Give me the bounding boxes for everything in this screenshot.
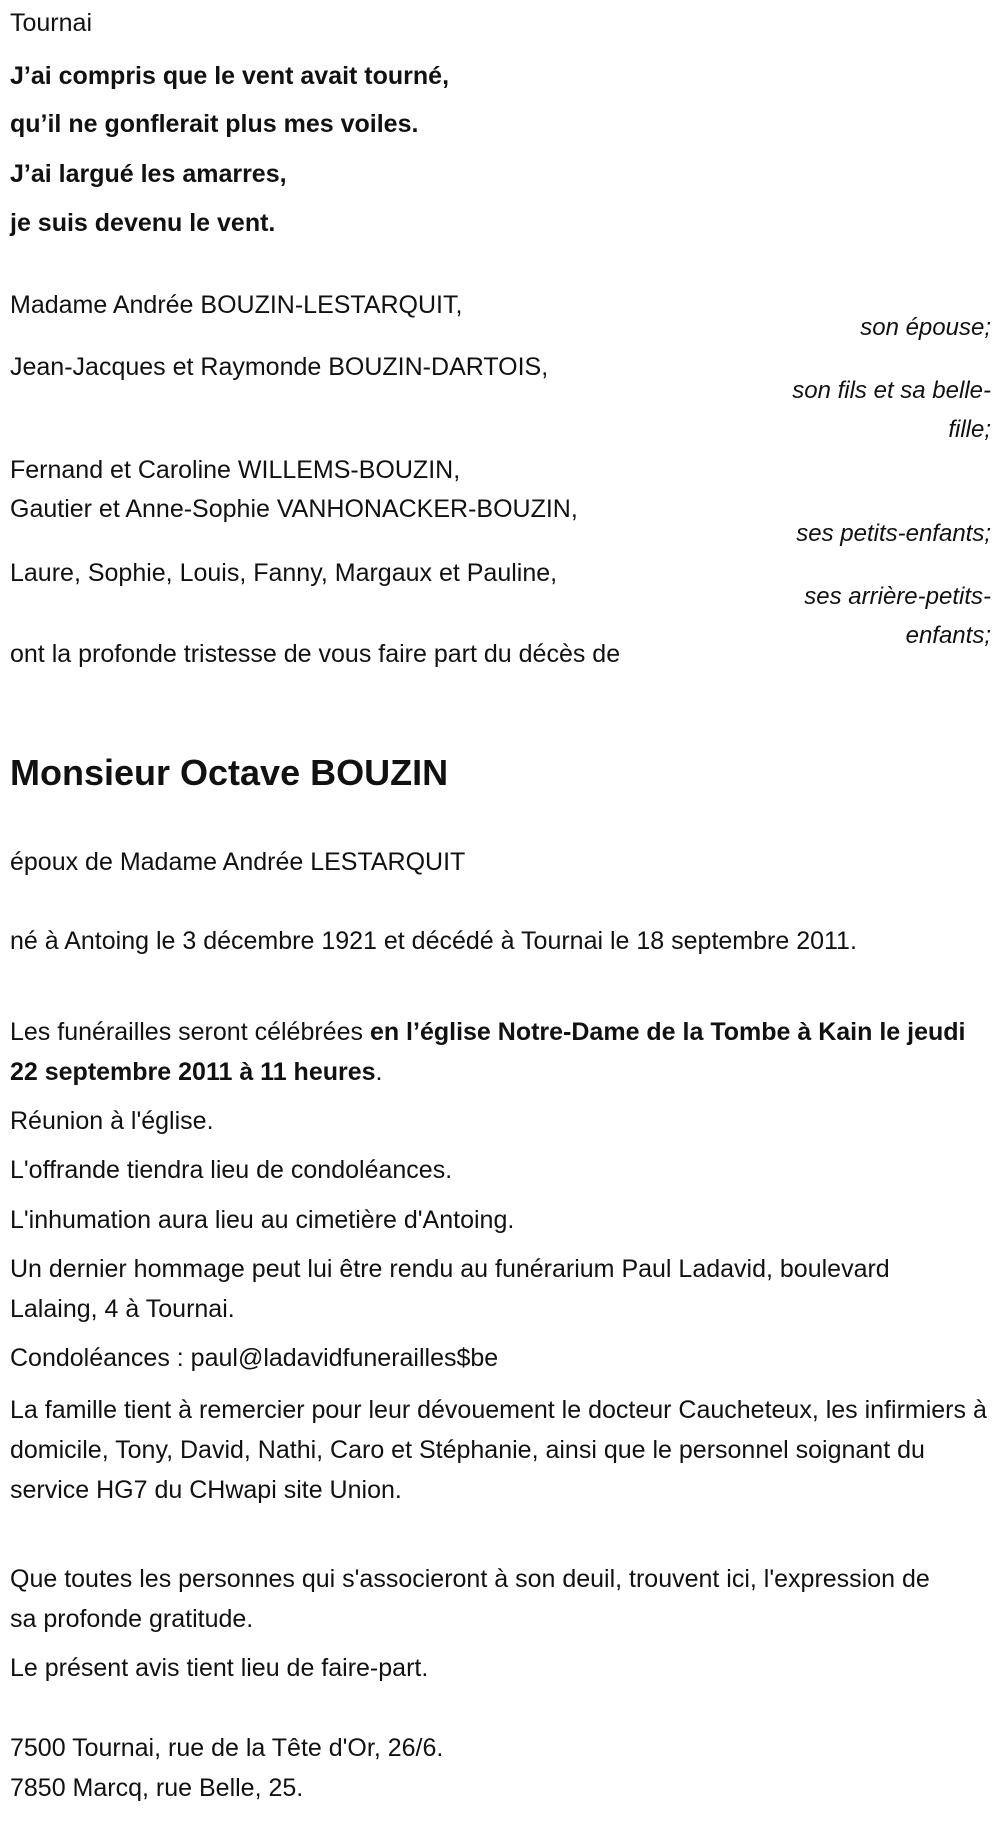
deceased-name: Monsieur Octave BOUZIN bbox=[10, 752, 449, 793]
family-relation: ses petits-enfants; bbox=[796, 520, 991, 547]
paragraph: Un dernier hommage peut lui être rendu au funérarium Paul Ladavid, boulevard Lalaing, 4 à Tournai. bbox=[10, 1255, 890, 1323]
city-heading: Tournai bbox=[10, 9, 92, 37]
funeral-suffix: . bbox=[375, 1058, 383, 1086]
poem-line: je suis devenu le vent. bbox=[10, 209, 276, 237]
family-name: Fernand et Caroline WILLEMS-BOUZIN, bbox=[10, 456, 461, 484]
funeral-location-time: en l’église Notre-Dame de la Tombe à Kain le jeudi 22 septembre 2011 à 11 heures bbox=[10, 1018, 966, 1086]
birth-death: né à Antoing le 3 décembre 1921 et décédé à Tournai le 18 septembre 2011. bbox=[10, 927, 857, 955]
funeral-prefix: Les funérailles seront célébrées bbox=[10, 1018, 370, 1046]
announcement: ont la profonde tristesse de vous faire part du décès de bbox=[10, 640, 621, 668]
paragraph: L'offrande tiendra lieu de condoléances. bbox=[10, 1156, 453, 1184]
paragraph: Réunion à l'église. bbox=[10, 1107, 214, 1135]
condolences-email: Condoléances : paul@ladavidfunerailles$be bbox=[10, 1344, 499, 1372]
poem-line: J’ai largué les amarres, bbox=[10, 160, 287, 188]
family-relation: son épouse; bbox=[860, 314, 991, 341]
family-name: Laure, Sophie, Louis, Fanny, Margaux et Pauline, bbox=[10, 559, 558, 587]
family-name: Gautier et Anne-Sophie VANHONACKER-BOUZIN, bbox=[10, 495, 578, 523]
family-name: Madame Andrée BOUZIN-LESTARQUIT, bbox=[10, 291, 463, 319]
poem-line: qu’il ne gonflerait plus mes voiles. bbox=[10, 110, 419, 138]
family-relation: son fils et sa belle-fille; bbox=[792, 377, 991, 443]
family-relation: ses arrière-petits-enfants; bbox=[804, 583, 991, 649]
paragraph: Que toutes les personnes qui s'associeront à son deuil, trouvent ici, l'expression de sa profonde gratitude. bbox=[10, 1565, 930, 1633]
family-name: Jean-Jacques et Raymonde BOUZIN-DARTOIS, bbox=[10, 353, 549, 381]
paragraph: La famille tient à remercier pour leur dévouement le docteur Caucheteux, les infirmiers à domicile, Tony, David, Nathi, Caro et Stéphanie, ainsi que le personnel soignant du service HG7 du CHwapi site Union. bbox=[10, 1396, 987, 1504]
paragraph: L'inhumation aura lieu au cimetière d'Antoing. bbox=[10, 1206, 515, 1234]
funeral-details bbox=[10, 1012, 985, 1092]
address: 7500 Tournai, rue de la Tête d'Or, 26/6. bbox=[10, 1734, 444, 1762]
paragraph: Le présent avis tient lieu de faire-part. bbox=[10, 1654, 429, 1682]
poem-line: J’ai compris que le vent avait tourné, bbox=[10, 62, 450, 90]
address: 7850 Marcq, rue Belle, 25. bbox=[10, 1774, 304, 1802]
spouse-line: époux de Madame Andrée LESTARQUIT bbox=[10, 848, 466, 876]
